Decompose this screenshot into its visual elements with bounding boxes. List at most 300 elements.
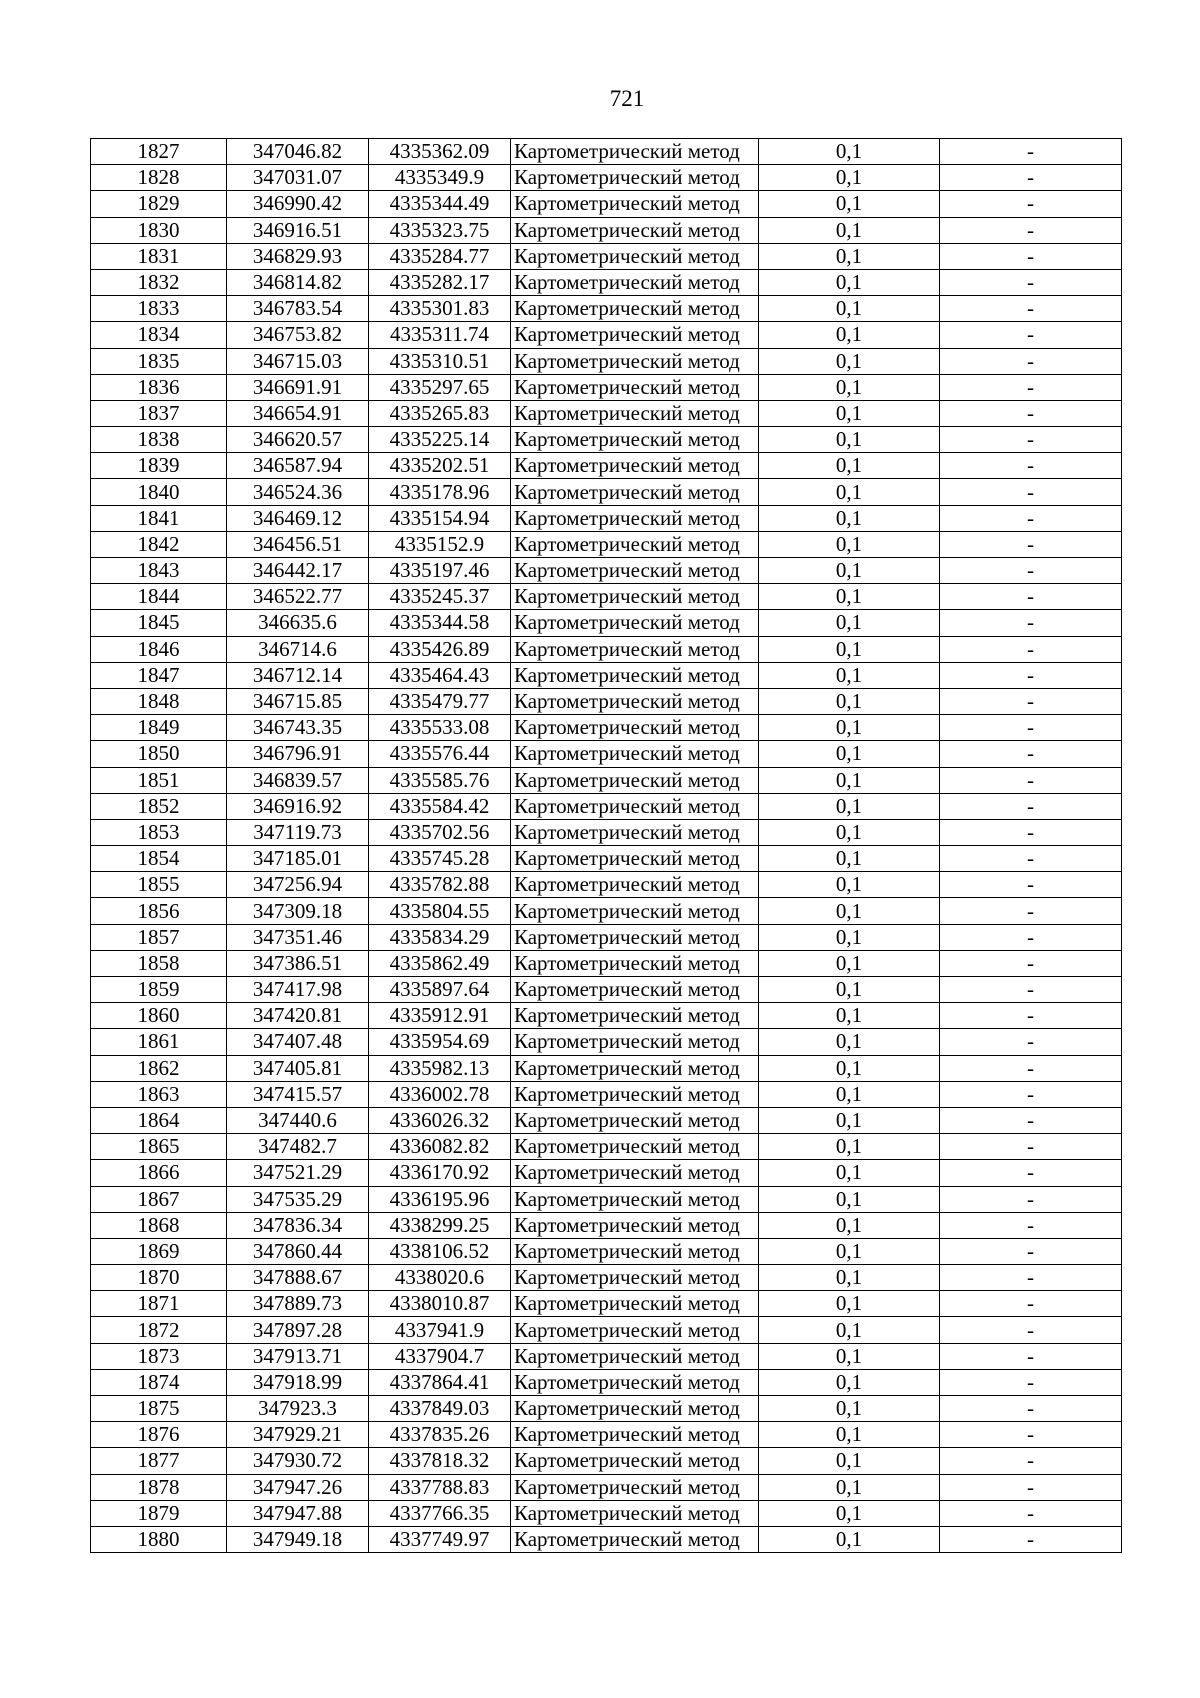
method-cell: Картометрический метод <box>511 217 759 243</box>
method-cell: Картометрический метод <box>511 584 759 610</box>
y-coordinate-cell: 4335197.46 <box>369 558 511 584</box>
method-cell: Картометрический метод <box>511 1238 759 1264</box>
point-number-cell: 1841 <box>91 505 227 531</box>
point-number-cell: 1869 <box>91 1238 227 1264</box>
x-coordinate-cell: 346442.17 <box>227 558 369 584</box>
method-cell: Картометрический метод <box>511 1212 759 1238</box>
x-coordinate-cell: 346715.85 <box>227 688 369 714</box>
table-row <box>91 584 1122 610</box>
description-cell: - <box>940 688 1122 714</box>
y-coordinate-cell: 4335178.96 <box>369 479 511 505</box>
description-cell: - <box>940 1474 1122 1500</box>
accuracy-cell: 0,1 <box>759 1448 940 1474</box>
x-coordinate-cell: 347947.26 <box>227 1474 369 1500</box>
method-cell: Картометрический метод <box>511 872 759 898</box>
description-cell: - <box>940 1212 1122 1238</box>
accuracy-cell: 0,1 <box>759 1186 940 1212</box>
table-row <box>91 400 1122 426</box>
table-row <box>91 1343 1122 1369</box>
method-cell: Картометрический метод <box>511 374 759 400</box>
table-row <box>91 217 1122 243</box>
y-coordinate-cell: 4337941.9 <box>369 1317 511 1343</box>
y-coordinate-cell: 4335912.91 <box>369 1003 511 1029</box>
description-cell: - <box>940 400 1122 426</box>
accuracy-cell: 0,1 <box>759 165 940 191</box>
accuracy-cell: 0,1 <box>759 479 940 505</box>
y-coordinate-cell: 4335225.14 <box>369 427 511 453</box>
method-cell: Картометрический метод <box>511 1265 759 1291</box>
method-cell: Картометрический метод <box>511 898 759 924</box>
method-cell: Картометрический метод <box>511 1526 759 1552</box>
description-cell: - <box>940 1134 1122 1160</box>
description-cell: - <box>940 165 1122 191</box>
table-row <box>91 1212 1122 1238</box>
table-row <box>91 479 1122 505</box>
accuracy-cell: 0,1 <box>759 243 940 269</box>
description-cell: - <box>940 505 1122 531</box>
point-number-cell: 1856 <box>91 898 227 924</box>
y-coordinate-cell: 4335344.58 <box>369 610 511 636</box>
x-coordinate-cell: 346587.94 <box>227 453 369 479</box>
table-row <box>91 1317 1122 1343</box>
accuracy-cell: 0,1 <box>759 558 940 584</box>
y-coordinate-cell: 4337788.83 <box>369 1474 511 1500</box>
point-number-cell: 1845 <box>91 610 227 636</box>
y-coordinate-cell: 4335479.77 <box>369 688 511 714</box>
method-cell: Картометрический метод <box>511 558 759 584</box>
method-cell: Картометрический метод <box>511 1343 759 1369</box>
accuracy-cell: 0,1 <box>759 139 940 165</box>
point-number-cell: 1837 <box>91 400 227 426</box>
y-coordinate-cell: 4335297.65 <box>369 374 511 400</box>
accuracy-cell: 0,1 <box>759 427 940 453</box>
point-number-cell: 1829 <box>91 191 227 217</box>
x-coordinate-cell: 346839.57 <box>227 767 369 793</box>
table-row <box>91 427 1122 453</box>
x-coordinate-cell: 346743.35 <box>227 715 369 741</box>
description-cell: - <box>940 924 1122 950</box>
x-coordinate-cell: 346620.57 <box>227 427 369 453</box>
point-number-cell: 1875 <box>91 1396 227 1422</box>
table-row <box>91 139 1122 165</box>
accuracy-cell: 0,1 <box>759 872 940 898</box>
description-cell: - <box>940 269 1122 295</box>
y-coordinate-cell: 4335576.44 <box>369 741 511 767</box>
accuracy-cell: 0,1 <box>759 374 940 400</box>
method-cell: Картометрический метод <box>511 767 759 793</box>
x-coordinate-cell: 346524.36 <box>227 479 369 505</box>
point-number-cell: 1862 <box>91 1055 227 1081</box>
accuracy-cell: 0,1 <box>759 1238 940 1264</box>
method-cell: Картометрический метод <box>511 1029 759 1055</box>
method-cell: Картометрический метод <box>511 636 759 662</box>
accuracy-cell: 0,1 <box>759 846 940 872</box>
description-cell: - <box>940 322 1122 348</box>
method-cell: Картометрический метод <box>511 505 759 531</box>
accuracy-cell: 0,1 <box>759 296 940 322</box>
description-cell: - <box>940 1265 1122 1291</box>
method-cell: Картометрический метод <box>511 924 759 950</box>
accuracy-cell: 0,1 <box>759 898 940 924</box>
coordinates-table-body <box>91 139 1122 1553</box>
y-coordinate-cell: 4335362.09 <box>369 139 511 165</box>
accuracy-cell: 0,1 <box>759 400 940 426</box>
table-row <box>91 950 1122 976</box>
point-number-cell: 1843 <box>91 558 227 584</box>
table-row <box>91 1500 1122 1526</box>
point-number-cell: 1848 <box>91 688 227 714</box>
accuracy-cell: 0,1 <box>759 1291 940 1317</box>
method-cell: Картометрический метод <box>511 269 759 295</box>
method-cell: Картометрический метод <box>511 1134 759 1160</box>
method-cell: Картометрический метод <box>511 1369 759 1395</box>
description-cell: - <box>940 741 1122 767</box>
y-coordinate-cell: 4337749.97 <box>369 1526 511 1552</box>
point-number-cell: 1854 <box>91 846 227 872</box>
x-coordinate-cell: 347897.28 <box>227 1317 369 1343</box>
description-cell: - <box>940 1317 1122 1343</box>
x-coordinate-cell: 347256.94 <box>227 872 369 898</box>
point-number-cell: 1876 <box>91 1422 227 1448</box>
method-cell: Картометрический метод <box>511 1448 759 1474</box>
x-coordinate-cell: 347351.46 <box>227 924 369 950</box>
y-coordinate-cell: 4337864.41 <box>369 1369 511 1395</box>
accuracy-cell: 0,1 <box>759 1134 940 1160</box>
y-coordinate-cell: 4335323.75 <box>369 217 511 243</box>
description-cell: - <box>940 217 1122 243</box>
table-row <box>91 243 1122 269</box>
x-coordinate-cell: 346783.54 <box>227 296 369 322</box>
table-row <box>91 165 1122 191</box>
method-cell: Картометрический метод <box>511 453 759 479</box>
point-number-cell: 1873 <box>91 1343 227 1369</box>
y-coordinate-cell: 4335804.55 <box>369 898 511 924</box>
y-coordinate-cell: 4335862.49 <box>369 950 511 976</box>
x-coordinate-cell: 347440.6 <box>227 1107 369 1133</box>
description-cell: - <box>940 872 1122 898</box>
table-row <box>91 715 1122 741</box>
table-row <box>91 296 1122 322</box>
method-cell: Картометрический метод <box>511 1107 759 1133</box>
accuracy-cell: 0,1 <box>759 1396 940 1422</box>
y-coordinate-cell: 4338106.52 <box>369 1238 511 1264</box>
point-number-cell: 1867 <box>91 1186 227 1212</box>
method-cell: Картометрический метод <box>511 819 759 845</box>
x-coordinate-cell: 346916.51 <box>227 217 369 243</box>
x-coordinate-cell: 346916.92 <box>227 793 369 819</box>
method-cell: Картометрический метод <box>511 977 759 1003</box>
y-coordinate-cell: 4335311.74 <box>369 322 511 348</box>
point-number-cell: 1871 <box>91 1291 227 1317</box>
method-cell: Картометрический метод <box>511 1291 759 1317</box>
method-cell: Картометрический метод <box>511 400 759 426</box>
point-number-cell: 1865 <box>91 1134 227 1160</box>
description-cell: - <box>940 139 1122 165</box>
accuracy-cell: 0,1 <box>759 1500 940 1526</box>
point-number-cell: 1851 <box>91 767 227 793</box>
table-row <box>91 819 1122 845</box>
point-number-cell: 1861 <box>91 1029 227 1055</box>
point-number-cell: 1847 <box>91 662 227 688</box>
x-coordinate-cell: 347860.44 <box>227 1238 369 1264</box>
table-row <box>91 1186 1122 1212</box>
description-cell: - <box>940 1186 1122 1212</box>
description-cell: - <box>940 374 1122 400</box>
description-cell: - <box>940 1291 1122 1317</box>
description-cell: - <box>940 584 1122 610</box>
point-number-cell: 1868 <box>91 1212 227 1238</box>
table-row <box>91 1422 1122 1448</box>
table-row <box>91 269 1122 295</box>
accuracy-cell: 0,1 <box>759 610 940 636</box>
point-number-cell: 1857 <box>91 924 227 950</box>
method-cell: Картометрический метод <box>511 1186 759 1212</box>
accuracy-cell: 0,1 <box>759 191 940 217</box>
x-coordinate-cell: 347420.81 <box>227 1003 369 1029</box>
point-number-cell: 1855 <box>91 872 227 898</box>
point-number-cell: 1850 <box>91 741 227 767</box>
point-number-cell: 1864 <box>91 1107 227 1133</box>
method-cell: Картометрический метод <box>511 1160 759 1186</box>
point-number-cell: 1880 <box>91 1526 227 1552</box>
table-row <box>91 531 1122 557</box>
description-cell: - <box>940 1343 1122 1369</box>
x-coordinate-cell: 346522.77 <box>227 584 369 610</box>
method-cell: Картометрический метод <box>511 165 759 191</box>
x-coordinate-cell: 346814.82 <box>227 269 369 295</box>
point-number-cell: 1870 <box>91 1265 227 1291</box>
table-row <box>91 1107 1122 1133</box>
x-coordinate-cell: 346796.91 <box>227 741 369 767</box>
coordinates-table <box>90 138 1122 1553</box>
description-cell: - <box>940 950 1122 976</box>
y-coordinate-cell: 4335344.49 <box>369 191 511 217</box>
x-coordinate-cell: 346990.42 <box>227 191 369 217</box>
table-row <box>91 1081 1122 1107</box>
point-number-cell: 1863 <box>91 1081 227 1107</box>
description-cell: - <box>940 1369 1122 1395</box>
method-cell: Картометрический метод <box>511 1317 759 1343</box>
accuracy-cell: 0,1 <box>759 531 940 557</box>
table-row <box>91 322 1122 348</box>
point-number-cell: 1840 <box>91 479 227 505</box>
table-row <box>91 741 1122 767</box>
method-cell: Картометрический метод <box>511 662 759 688</box>
description-cell: - <box>940 1003 1122 1029</box>
page-number: 721 <box>609 86 645 111</box>
method-cell: Картометрический метод <box>511 715 759 741</box>
accuracy-cell: 0,1 <box>759 662 940 688</box>
point-number-cell: 1878 <box>91 1474 227 1500</box>
accuracy-cell: 0,1 <box>759 793 940 819</box>
table-row <box>91 846 1122 872</box>
description-cell: - <box>940 662 1122 688</box>
accuracy-cell: 0,1 <box>759 924 940 950</box>
table-row <box>91 610 1122 636</box>
point-number-cell: 1828 <box>91 165 227 191</box>
description-cell: - <box>940 1055 1122 1081</box>
point-number-cell: 1836 <box>91 374 227 400</box>
y-coordinate-cell: 4335782.88 <box>369 872 511 898</box>
y-coordinate-cell: 4335702.56 <box>369 819 511 845</box>
point-number-cell: 1838 <box>91 427 227 453</box>
y-coordinate-cell: 4335349.9 <box>369 165 511 191</box>
table-row <box>91 1134 1122 1160</box>
accuracy-cell: 0,1 <box>759 322 940 348</box>
method-cell: Картометрический метод <box>511 479 759 505</box>
description-cell: - <box>940 767 1122 793</box>
y-coordinate-cell: 4335310.51 <box>369 348 511 374</box>
accuracy-cell: 0,1 <box>759 1081 940 1107</box>
method-cell: Картометрический метод <box>511 1055 759 1081</box>
method-cell: Картометрический метод <box>511 741 759 767</box>
y-coordinate-cell: 4335152.9 <box>369 531 511 557</box>
x-coordinate-cell: 347415.57 <box>227 1081 369 1107</box>
method-cell: Картометрический метод <box>511 1500 759 1526</box>
y-coordinate-cell: 4335745.28 <box>369 846 511 872</box>
x-coordinate-cell: 347407.48 <box>227 1029 369 1055</box>
accuracy-cell: 0,1 <box>759 584 940 610</box>
x-coordinate-cell: 347889.73 <box>227 1291 369 1317</box>
description-cell: - <box>940 191 1122 217</box>
method-cell: Картометрический метод <box>511 1422 759 1448</box>
accuracy-cell: 0,1 <box>759 505 940 531</box>
y-coordinate-cell: 4335464.43 <box>369 662 511 688</box>
x-coordinate-cell: 346712.14 <box>227 662 369 688</box>
accuracy-cell: 0,1 <box>759 1422 940 1448</box>
description-cell: - <box>940 898 1122 924</box>
point-number-cell: 1859 <box>91 977 227 1003</box>
description-cell: - <box>940 243 1122 269</box>
table-row <box>91 924 1122 950</box>
table-row <box>91 1003 1122 1029</box>
point-number-cell: 1874 <box>91 1369 227 1395</box>
accuracy-cell: 0,1 <box>759 1343 940 1369</box>
description-cell: - <box>940 1422 1122 1448</box>
y-coordinate-cell: 4335154.94 <box>369 505 511 531</box>
x-coordinate-cell: 347046.82 <box>227 139 369 165</box>
y-coordinate-cell: 4336082.82 <box>369 1134 511 1160</box>
y-coordinate-cell: 4335426.89 <box>369 636 511 662</box>
x-coordinate-cell: 347031.07 <box>227 165 369 191</box>
point-number-cell: 1860 <box>91 1003 227 1029</box>
description-cell: - <box>940 1500 1122 1526</box>
point-number-cell: 1844 <box>91 584 227 610</box>
description-cell: - <box>940 793 1122 819</box>
description-cell: - <box>940 453 1122 479</box>
accuracy-cell: 0,1 <box>759 1212 940 1238</box>
method-cell: Картометрический метод <box>511 1081 759 1107</box>
point-number-cell: 1858 <box>91 950 227 976</box>
y-coordinate-cell: 4338299.25 <box>369 1212 511 1238</box>
table-row <box>91 1160 1122 1186</box>
description-cell: - <box>940 977 1122 1003</box>
point-number-cell: 1834 <box>91 322 227 348</box>
table-row <box>91 1238 1122 1264</box>
x-coordinate-cell: 347535.29 <box>227 1186 369 1212</box>
point-number-cell: 1879 <box>91 1500 227 1526</box>
y-coordinate-cell: 4335301.83 <box>369 296 511 322</box>
point-number-cell: 1846 <box>91 636 227 662</box>
x-coordinate-cell: 346456.51 <box>227 531 369 557</box>
table-row <box>91 662 1122 688</box>
y-coordinate-cell: 4336002.78 <box>369 1081 511 1107</box>
y-coordinate-cell: 4337835.26 <box>369 1422 511 1448</box>
x-coordinate-cell: 347521.29 <box>227 1160 369 1186</box>
description-cell: - <box>940 819 1122 845</box>
method-cell: Картометрический метод <box>511 1003 759 1029</box>
x-coordinate-cell: 347482.7 <box>227 1134 369 1160</box>
description-cell: - <box>940 715 1122 741</box>
y-coordinate-cell: 4335282.17 <box>369 269 511 295</box>
accuracy-cell: 0,1 <box>759 348 940 374</box>
y-coordinate-cell: 4337766.35 <box>369 1500 511 1526</box>
table-row <box>91 505 1122 531</box>
description-cell: - <box>940 1526 1122 1552</box>
point-number-cell: 1839 <box>91 453 227 479</box>
x-coordinate-cell: 346753.82 <box>227 322 369 348</box>
table-row <box>91 348 1122 374</box>
table-row <box>91 636 1122 662</box>
x-coordinate-cell: 347119.73 <box>227 819 369 845</box>
y-coordinate-cell: 4335584.42 <box>369 793 511 819</box>
x-coordinate-cell: 346714.6 <box>227 636 369 662</box>
table-row <box>91 558 1122 584</box>
y-coordinate-cell: 4337904.7 <box>369 1343 511 1369</box>
accuracy-cell: 0,1 <box>759 950 940 976</box>
x-coordinate-cell: 347930.72 <box>227 1448 369 1474</box>
method-cell: Картометрический метод <box>511 191 759 217</box>
point-number-cell: 1827 <box>91 139 227 165</box>
x-coordinate-cell: 347949.18 <box>227 1526 369 1552</box>
y-coordinate-cell: 4336195.96 <box>369 1186 511 1212</box>
x-coordinate-cell: 347888.67 <box>227 1265 369 1291</box>
method-cell: Картометрический метод <box>511 322 759 348</box>
method-cell: Картометрический метод <box>511 348 759 374</box>
method-cell: Картометрический метод <box>511 610 759 636</box>
x-coordinate-cell: 346829.93 <box>227 243 369 269</box>
table-row <box>91 1526 1122 1552</box>
y-coordinate-cell: 4335897.64 <box>369 977 511 1003</box>
y-coordinate-cell: 4335954.69 <box>369 1029 511 1055</box>
description-cell: - <box>940 610 1122 636</box>
point-number-cell: 1866 <box>91 1160 227 1186</box>
accuracy-cell: 0,1 <box>759 1029 940 1055</box>
method-cell: Картометрический метод <box>511 950 759 976</box>
accuracy-cell: 0,1 <box>759 217 940 243</box>
x-coordinate-cell: 347929.21 <box>227 1422 369 1448</box>
x-coordinate-cell: 347918.99 <box>227 1369 369 1395</box>
x-coordinate-cell: 346635.6 <box>227 610 369 636</box>
x-coordinate-cell: 347417.98 <box>227 977 369 1003</box>
method-cell: Картометрический метод <box>511 1474 759 1500</box>
method-cell: Картометрический метод <box>511 139 759 165</box>
table-row <box>91 872 1122 898</box>
table-row <box>91 1291 1122 1317</box>
y-coordinate-cell: 4335585.76 <box>369 767 511 793</box>
x-coordinate-cell: 346715.03 <box>227 348 369 374</box>
description-cell: - <box>940 846 1122 872</box>
description-cell: - <box>940 479 1122 505</box>
y-coordinate-cell: 4335265.83 <box>369 400 511 426</box>
x-coordinate-cell: 347836.34 <box>227 1212 369 1238</box>
accuracy-cell: 0,1 <box>759 1160 940 1186</box>
description-cell: - <box>940 558 1122 584</box>
description-cell: - <box>940 1029 1122 1055</box>
description-cell: - <box>940 531 1122 557</box>
method-cell: Картометрический метод <box>511 243 759 269</box>
table-row <box>91 1029 1122 1055</box>
